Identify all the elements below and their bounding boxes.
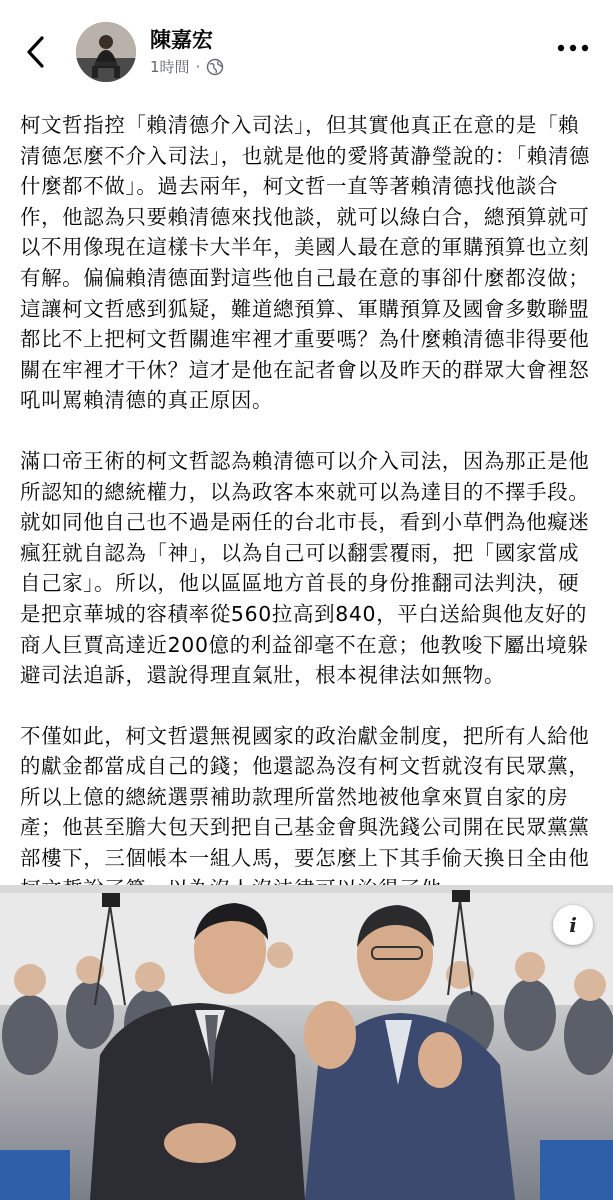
author-name[interactable]: 陳嘉宏 [150,28,213,52]
more-horizontal-icon [555,38,591,58]
photo-illustration [0,885,613,1200]
back-button[interactable] [18,30,58,74]
photo-info-button[interactable]: i [553,905,593,945]
chevron-left-icon [18,30,58,74]
avatar-image [76,22,136,82]
avatar[interactable] [76,22,136,82]
post-body [20,110,600,934]
post-paragraph: 滿口帝王術的柯文哲認為賴清德可以介入司法，因為那正是他所認知的總統權力，以為政客本來就可以為達目的不擇手段。就如同他自己也不過是兩任的台北市長，看到小草們為他癡迷瘋狂就自認為「神」，以為自己可以翻雲覆雨，把「國家當成自己家」。所以，他以區區地方首長的身份推翻司法判決，硬是把京華城的容積率從560拉高到840，平白送給與他友好的商人巨賈高達近200億的利益卻毫不在意；他教唆下屬出境躲避司法追訴，還說得理直氣壯，根本視律法如無物。 [20,448,590,688]
post-header [0,0,613,100]
meta-separator: · [195,57,201,76]
post-meta [150,56,224,77]
post-time[interactable]: 1時間 [150,58,190,76]
globe-icon [206,58,224,76]
post-paragraph: 柯文哲指控「賴清德介入司法」，但其實他真正在意的是「賴清德怎麼不介入司法」，也就是他的愛將黃瀞瑩說的：「賴清德什麼都不做」。過去兩年，柯文哲一直等著賴清德找他談合作，他認為只要賴清德來找他談，就可以綠白合，總預算就可以不用像現在這樣卡大半年，美國人最在意的軍購預算也立刻有解。偏偏賴清德面對這些他自己最在意的事卻什麼都沒做；這讓柯文哲感到狐疑，難道總預算、軍購預算及國會多數聯盟都比不上把柯文哲關進牢裡才重要嗎？為什麼賴清德非得要他關在牢裡才干休？這才是他在記者會以及昨天的群眾大會裡怒吼叫罵賴清德的真正原因。 [20,113,591,413]
more-options-button[interactable] [555,38,591,58]
post-photo[interactable] [0,885,613,1200]
post-paragraph: 不僅如此，柯文哲還無視國家的政治獻金制度，把所有人給他的獻金都當成自己的錢；他還認為沒有柯文哲就沒有民眾黨，所以上億的總統選票補助款理所當然地被他拿來買自家的房產；他甚至膽大包天到把自己基金會與洗錢公司開在民眾黨黨部樓下，三個帳本一組人馬，要怎麼上下其手偷天換日全由他 [20,723,590,871]
